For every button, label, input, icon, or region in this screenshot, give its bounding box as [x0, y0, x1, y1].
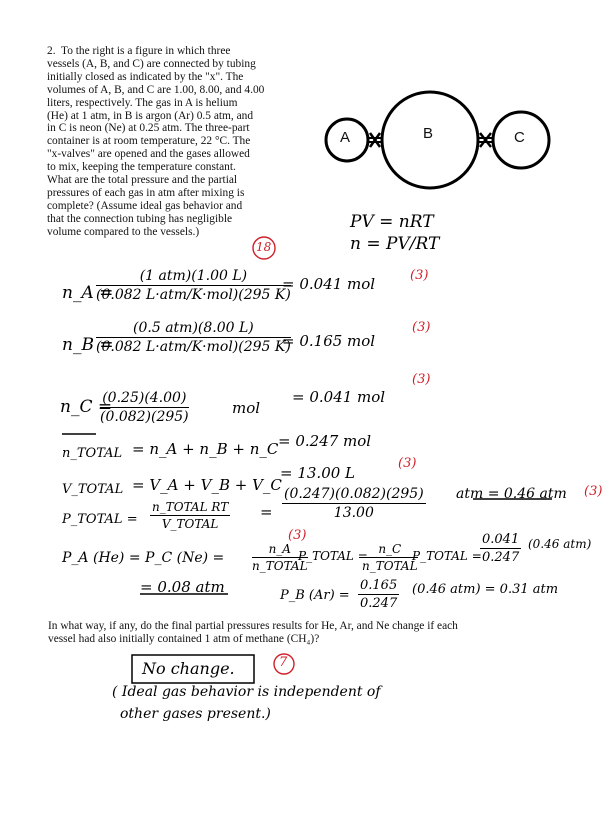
nB-num: (0.5 atm)(8.00 L) — [96, 320, 291, 338]
ptotal-points: (3) — [584, 484, 603, 499]
nC-unit: mol — [232, 399, 261, 417]
partials-value-num: 0.041 — [482, 532, 520, 547]
vtotal-points: (3) — [398, 456, 417, 471]
vessel-label-b: B — [423, 125, 434, 142]
nA-lhs: n_A = — [62, 283, 114, 303]
followup-explanation-1: other gases present.) — [120, 706, 271, 722]
ptotal-lhs: P_TOTAL = — [62, 512, 138, 527]
nC-points: (3) — [412, 372, 431, 387]
vtotal-result: = 13.00 L — [280, 464, 356, 482]
ptotal-num1: n_TOTAL RT — [152, 500, 229, 514]
n-rearranged: n = PV/RT — [350, 234, 440, 254]
pb-den: 0.247 — [360, 596, 398, 611]
nA-points: (3) — [410, 268, 429, 283]
partials-points: (3) — [288, 528, 307, 543]
problem-line-2: initially closed as indicated by the "x". The — [47, 70, 244, 83]
nA-fraction — [96, 268, 291, 303]
followup-line-1: vessel had also initially contained 1 atm of methane (CH₄)? — [48, 632, 320, 645]
problem-line-8: "x-valves" are opened and the gases allowed — [47, 148, 250, 161]
partials-frac2-num: n_C — [362, 542, 418, 558]
nC-den: (0.082)(295) — [100, 409, 189, 425]
followup-question — [48, 620, 608, 646]
partials-lhs: P_A (He) = P_C (Ne) = — [62, 550, 225, 566]
nB-points: (3) — [412, 320, 431, 335]
score-18: 18 — [256, 240, 272, 254]
ptotal-den1: V_TOTAL — [161, 517, 219, 531]
ntotal-eq: = n_A + n_B + n_C — [132, 440, 279, 458]
problem-line-11: pressures of each gas in atm after mixing is — [47, 186, 245, 199]
problem-number: 2. — [47, 45, 56, 57]
partials-frac2 — [362, 542, 418, 573]
vessel-label-a: A — [340, 129, 351, 146]
ntotal-lhs: n_TOTAL — [62, 446, 123, 461]
pb-lhs: P_B (Ar) = — [280, 588, 350, 603]
ptotal-fraction-2 — [282, 486, 426, 521]
ptotal-result: atm = 0.46 atm — [456, 486, 567, 502]
problem-line-4: liters, respectively. The gas in A is helium — [47, 96, 238, 109]
partials-frac1-den: n_TOTAL — [252, 559, 308, 573]
vtotal-lhs: V_TOTAL — [62, 482, 124, 497]
partials-ptotal1: P_TOTAL = — [298, 549, 368, 563]
followup-answer: No change. — [142, 659, 235, 678]
nC-result: = 0.041 mol — [292, 388, 386, 406]
ideal-gas-law: PV = nRT — [350, 212, 434, 232]
vtotal-eq: = V_A + V_B + V_C — [132, 476, 282, 494]
followup-line-0: In what way, if any, do the final partial pressures results for He, Ar, and Ne change if each — [48, 620, 458, 632]
nB-fraction — [96, 320, 291, 355]
nA-num: (1 atm)(1.00 L) — [96, 268, 291, 286]
problem-line-9: to mix, keeping the temperature constant. — [47, 161, 236, 174]
nA-den: (0.082 L·atm/K·mol)(295 K) — [96, 287, 291, 303]
problem-line-6: in C is neon (Ne) at 0.25 atm. The three-part — [47, 122, 250, 135]
partials-value-tail: (0.46 atm) — [528, 537, 592, 551]
problem-line-3: volumes of A, B, and C are 1.00, 8.00, and 4.00 — [47, 83, 265, 96]
partials-frac1-num: n_A — [252, 542, 308, 558]
problem-line-13: that the connection tubing has negligible — [47, 212, 233, 225]
ptotal-num2: (0.247)(0.082)(295) — [284, 486, 424, 502]
followup-explanation-0: ( Ideal gas behavior is independent of — [112, 684, 381, 700]
pb-tail: (0.46 atm) = 0.31 atm — [412, 582, 559, 597]
pb-fraction — [358, 578, 399, 611]
problem-line-5: (He) at 1 atm, in B is argon (Ar) 0.5 atm, and — [47, 109, 254, 122]
ntotal-result: = 0.247 mol — [278, 432, 372, 450]
partials-value — [480, 532, 521, 565]
problem-line-1: vessels (A, B, and C) are connected by tubing — [47, 57, 256, 70]
nC-num: (0.25)(4.00) — [100, 390, 189, 408]
nC-lhs: n_C = — [60, 397, 113, 417]
pb-num: 0.165 — [360, 578, 398, 593]
nB-lhs: n_B = — [62, 335, 114, 355]
problem-line-14: volume compared to the vessels.) — [47, 225, 200, 238]
result-he-ne: = 0.08 atm — [140, 578, 225, 596]
vessel-label-c: C — [514, 129, 525, 146]
partials-frac2-den: n_TOTAL — [362, 559, 418, 573]
nA-result: = 0.041 mol — [282, 275, 376, 293]
nB-result: = 0.165 mol — [282, 332, 376, 350]
nB-den: (0.082 L·atm/K·mol)(295 K) — [96, 339, 291, 355]
problem-line-7: container is at room temperature, 22 °C. The — [47, 135, 251, 148]
partials-value-den: 0.247 — [482, 550, 520, 565]
partials-ptotal2: P_TOTAL = — [412, 549, 482, 563]
problem-line-10: What are the total pressure and the partial — [47, 174, 238, 187]
problem-line-0: To the right is a figure in which three — [61, 45, 231, 57]
score-7: 7 — [279, 655, 288, 670]
nC-fraction — [100, 390, 189, 425]
ptotal-fraction-1 — [150, 500, 230, 531]
problem-line-12: complete? (Assume ideal gas behavior and — [47, 199, 243, 212]
ptotal-den2: 13.00 — [333, 505, 374, 521]
